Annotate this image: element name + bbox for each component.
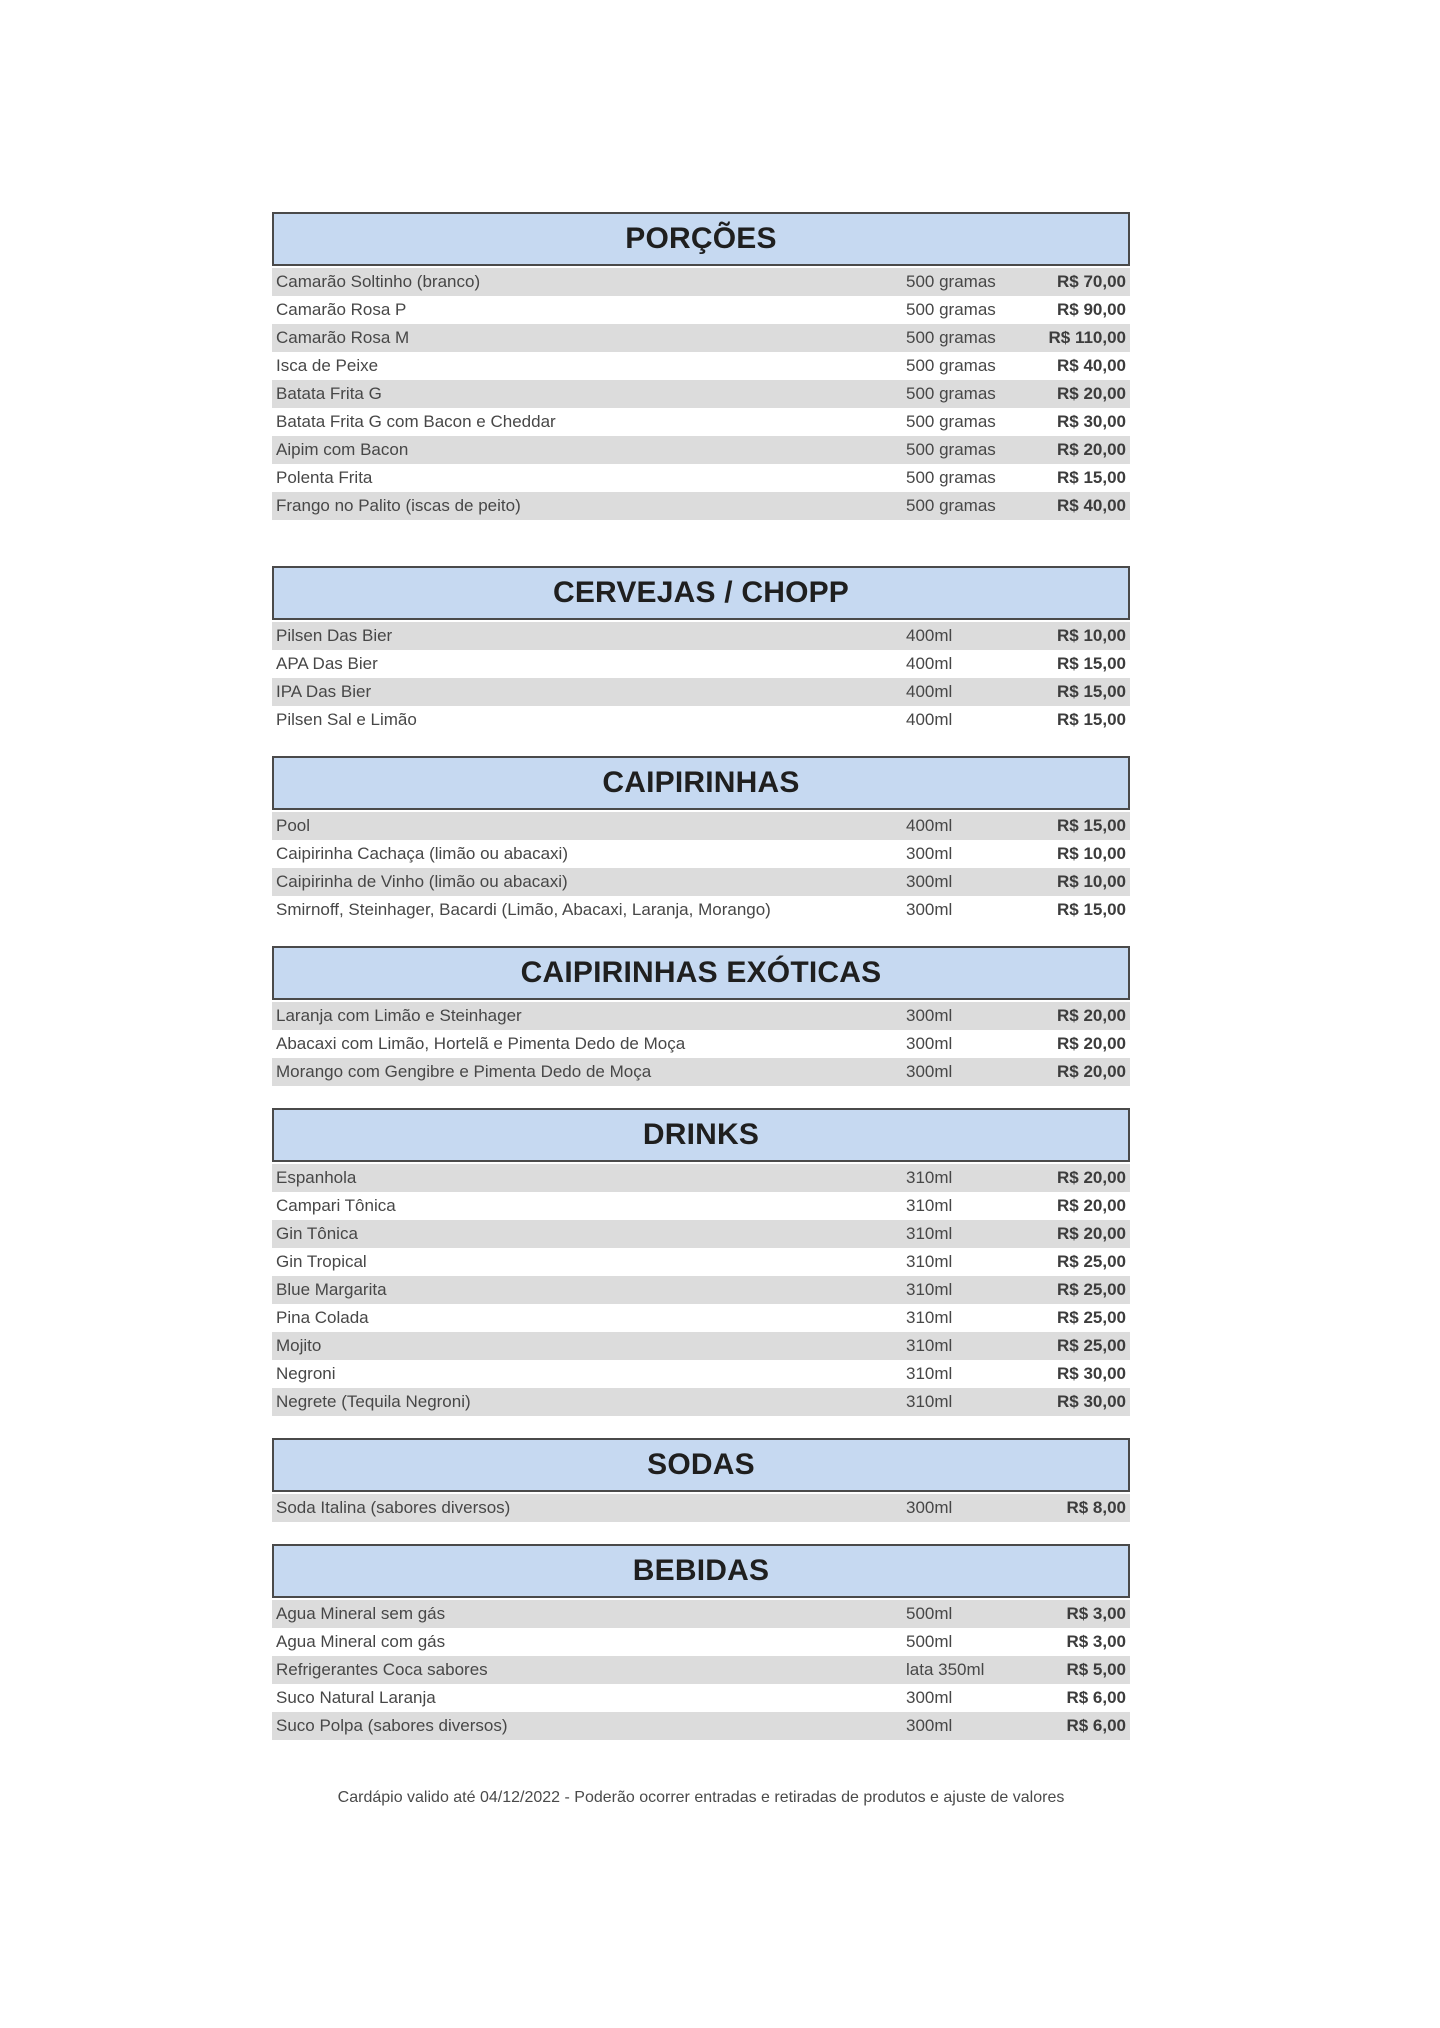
item-price: R$ 3,00 xyxy=(1066,1632,1126,1651)
item-list xyxy=(272,620,1130,734)
menu-item-row xyxy=(272,464,1130,492)
item-name: Soda Italina (sabores diversos) xyxy=(276,1498,511,1517)
item-quantity: 500 gramas xyxy=(906,412,996,431)
item-price: R$ 30,00 xyxy=(1057,1364,1126,1383)
item-quantity: 300ml xyxy=(906,1688,953,1707)
menu-item-row xyxy=(272,1712,1130,1740)
menu-item-row xyxy=(272,1248,1130,1276)
item-price: R$ 20,00 xyxy=(1057,1224,1126,1243)
item-quantity: 400ml xyxy=(906,682,953,701)
item-name: Refrigerantes Coca sabores xyxy=(276,1660,488,1679)
item-name: Aipim com Bacon xyxy=(276,440,409,459)
item-quantity: 310ml xyxy=(906,1364,953,1383)
item-name: Morango com Gengibre e Pimenta Dedo de Moça xyxy=(276,1062,652,1081)
item-list xyxy=(272,266,1130,520)
item-name: Mojito xyxy=(276,1336,322,1355)
item-name: Pilsen Sal e Limão xyxy=(276,710,417,729)
menu-item-row xyxy=(272,1332,1130,1360)
item-name: Abacaxi com Limão, Hortelã e Pimenta Dedo de Moça xyxy=(276,1034,686,1053)
item-name: APA Das Bier xyxy=(276,654,378,673)
menu-item-row xyxy=(272,650,1130,678)
item-name: IPA Das Bier xyxy=(276,682,372,701)
menu-item-row xyxy=(272,1030,1130,1058)
menu-section xyxy=(272,1108,1130,1416)
menu-item-row xyxy=(272,436,1130,464)
item-price: R$ 20,00 xyxy=(1057,1034,1126,1053)
menu-section xyxy=(272,1438,1130,1522)
item-quantity: 300ml xyxy=(906,844,953,863)
menu-item-row xyxy=(272,1656,1130,1684)
section-title: BEBIDAS xyxy=(272,1544,1130,1598)
item-price: R$ 25,00 xyxy=(1057,1280,1126,1299)
item-quantity: 500ml xyxy=(906,1632,953,1651)
item-quantity: 300ml xyxy=(906,1034,953,1053)
section-title: SODAS xyxy=(272,1438,1130,1492)
menu-item-row xyxy=(272,1002,1130,1030)
item-quantity: 300ml xyxy=(906,900,953,919)
item-price: R$ 10,00 xyxy=(1057,626,1126,645)
menu-item-row xyxy=(272,352,1130,380)
menu-item-row xyxy=(272,1388,1130,1416)
item-price: R$ 40,00 xyxy=(1057,496,1126,515)
item-quantity: 300ml xyxy=(906,1716,953,1735)
item-name: Blue Margarita xyxy=(276,1280,387,1299)
menu-item-row xyxy=(272,840,1130,868)
item-name: Camarão Rosa P xyxy=(276,300,407,319)
menu-item-row xyxy=(272,408,1130,436)
item-quantity: 500ml xyxy=(906,1604,953,1623)
item-quantity: 500 gramas xyxy=(906,468,996,487)
item-quantity: 310ml xyxy=(906,1224,953,1243)
menu-item-row xyxy=(272,812,1130,840)
menu-item-row xyxy=(272,1600,1130,1628)
menu-item-row xyxy=(272,1494,1130,1522)
item-name: Campari Tônica xyxy=(276,1196,396,1215)
item-name: Caipirinha Cachaça (limão ou abacaxi) xyxy=(276,844,568,863)
item-name: Pina Colada xyxy=(276,1308,369,1327)
item-name: Isca de Peixe xyxy=(276,356,379,375)
item-price: R$ 30,00 xyxy=(1057,412,1126,431)
item-price: R$ 10,00 xyxy=(1057,844,1126,863)
menu-section xyxy=(272,212,1130,520)
menu-item-row xyxy=(272,268,1130,296)
item-price: R$ 25,00 xyxy=(1057,1336,1126,1355)
item-name: Smirnoff, Steinhager, Bacardi (Limão, Abacaxi, Laranja, Morango) xyxy=(276,900,771,919)
item-quantity: 310ml xyxy=(906,1252,953,1271)
menu-item-row xyxy=(272,1628,1130,1656)
menu-item-row xyxy=(272,1276,1130,1304)
menu-item-row xyxy=(272,1164,1130,1192)
item-quantity: 300ml xyxy=(906,872,953,891)
menu-item-row xyxy=(272,896,1130,924)
item-quantity: 500 gramas xyxy=(906,384,996,403)
item-name: Camarão Soltinho (branco) xyxy=(276,272,481,291)
menu-section xyxy=(272,946,1130,1086)
menu-document xyxy=(272,190,1130,1740)
item-name: Frango no Palito (iscas de peito) xyxy=(276,496,521,515)
footnote: Cardápio valido até 04/12/2022 - Poderão ocorrer entradas e retiradas de produtos e ajuste de valores xyxy=(337,1789,1065,1806)
item-name: Agua Mineral sem gás xyxy=(276,1604,446,1623)
item-name: Laranja com Limão e Steinhager xyxy=(276,1006,522,1025)
menu-item-row xyxy=(272,296,1130,324)
item-price: R$ 20,00 xyxy=(1057,384,1126,403)
item-price: R$ 6,00 xyxy=(1066,1688,1126,1707)
item-quantity: 310ml xyxy=(906,1336,953,1355)
menu-item-row xyxy=(272,1192,1130,1220)
section-title: CAIPIRINHAS EXÓTICAS xyxy=(272,946,1130,1000)
item-price: R$ 20,00 xyxy=(1057,440,1126,459)
item-price: R$ 15,00 xyxy=(1057,682,1126,701)
menu-section xyxy=(272,756,1130,924)
item-name: Gin Tônica xyxy=(276,1224,358,1243)
item-quantity: 310ml xyxy=(906,1392,953,1411)
item-quantity: 310ml xyxy=(906,1196,953,1215)
section-title: PORÇÕES xyxy=(272,212,1130,266)
item-name: Suco Polpa (sabores diversos) xyxy=(276,1716,508,1735)
item-name: Espanhola xyxy=(276,1168,357,1187)
menu-item-row xyxy=(272,380,1130,408)
item-quantity: 310ml xyxy=(906,1168,953,1187)
item-price: R$ 90,00 xyxy=(1057,300,1126,319)
menu-item-row xyxy=(272,1058,1130,1086)
item-name: Agua Mineral com gás xyxy=(276,1632,446,1651)
item-price: R$ 20,00 xyxy=(1057,1196,1126,1215)
item-quantity: 300ml xyxy=(906,1062,953,1081)
item-list xyxy=(272,1492,1130,1522)
item-quantity: 400ml xyxy=(906,626,953,645)
item-name: Suco Natural Laranja xyxy=(276,1688,436,1707)
menu-item-row xyxy=(272,324,1130,352)
item-quantity: lata 350ml xyxy=(906,1660,985,1679)
menu-item-row xyxy=(272,1360,1130,1388)
item-price: R$ 25,00 xyxy=(1057,1252,1126,1271)
menu-section xyxy=(272,1544,1130,1740)
item-price: R$ 20,00 xyxy=(1057,1006,1126,1025)
item-quantity: 300ml xyxy=(906,1006,953,1025)
menu-item-row xyxy=(272,492,1130,520)
item-name: Camarão Rosa M xyxy=(276,328,410,347)
menu-item-row xyxy=(272,622,1130,650)
item-price: R$ 15,00 xyxy=(1057,468,1126,487)
item-price: R$ 40,00 xyxy=(1057,356,1126,375)
section-title: CAIPIRINHAS xyxy=(272,756,1130,810)
item-price: R$ 15,00 xyxy=(1057,654,1126,673)
item-price: R$ 25,00 xyxy=(1057,1308,1126,1327)
item-price: R$ 8,00 xyxy=(1066,1498,1126,1517)
item-price: R$ 6,00 xyxy=(1066,1716,1126,1735)
menu-item-row xyxy=(272,1684,1130,1712)
menu-item-row xyxy=(272,868,1130,896)
item-price: R$ 3,00 xyxy=(1066,1604,1126,1623)
item-price: R$ 5,00 xyxy=(1066,1660,1126,1679)
menu-item-row xyxy=(272,1304,1130,1332)
item-list xyxy=(272,1162,1130,1416)
item-price: R$ 15,00 xyxy=(1057,900,1126,919)
item-price: R$ 30,00 xyxy=(1057,1392,1126,1411)
item-name: Pool xyxy=(276,816,311,835)
item-quantity: 500 gramas xyxy=(906,440,996,459)
menu-item-row xyxy=(272,678,1130,706)
section-title: CERVEJAS / CHOPP xyxy=(272,566,1130,620)
item-price: R$ 20,00 xyxy=(1057,1168,1126,1187)
item-name: Gin Tropical xyxy=(276,1252,367,1271)
item-name: Caipirinha de Vinho (limão ou abacaxi) xyxy=(276,872,568,891)
menu-item-row xyxy=(272,1220,1130,1248)
menu-item-row xyxy=(272,706,1130,734)
section-title: DRINKS xyxy=(272,1108,1130,1162)
item-quantity: 500 gramas xyxy=(906,272,996,291)
item-price: R$ 10,00 xyxy=(1057,872,1126,891)
item-quantity: 500 gramas xyxy=(906,496,996,515)
item-list xyxy=(272,810,1130,924)
item-quantity: 400ml xyxy=(906,710,953,729)
item-quantity: 400ml xyxy=(906,654,953,673)
item-price: R$ 15,00 xyxy=(1057,816,1126,835)
item-price: R$ 70,00 xyxy=(1057,272,1126,291)
item-quantity: 500 gramas xyxy=(906,356,996,375)
item-name: Polenta Frita xyxy=(276,468,373,487)
item-list xyxy=(272,1000,1130,1086)
item-name: Negroni xyxy=(276,1364,336,1383)
item-price: R$ 20,00 xyxy=(1057,1062,1126,1081)
item-price: R$ 110,00 xyxy=(1048,328,1126,347)
item-name: Negrete (Tequila Negroni) xyxy=(276,1392,471,1411)
menu-section xyxy=(272,566,1130,734)
item-price: R$ 15,00 xyxy=(1057,710,1126,729)
item-quantity: 500 gramas xyxy=(906,328,996,347)
item-quantity: 500 gramas xyxy=(906,300,996,319)
item-name: Batata Frita G com Bacon e Cheddar xyxy=(276,412,556,431)
item-list xyxy=(272,1598,1130,1740)
item-quantity: 310ml xyxy=(906,1280,953,1299)
item-name: Batata Frita G xyxy=(276,384,382,403)
item-quantity: 300ml xyxy=(906,1498,953,1517)
item-quantity: 310ml xyxy=(906,1308,953,1327)
item-quantity: 400ml xyxy=(906,816,953,835)
item-name: Pilsen Das Bier xyxy=(276,626,393,645)
